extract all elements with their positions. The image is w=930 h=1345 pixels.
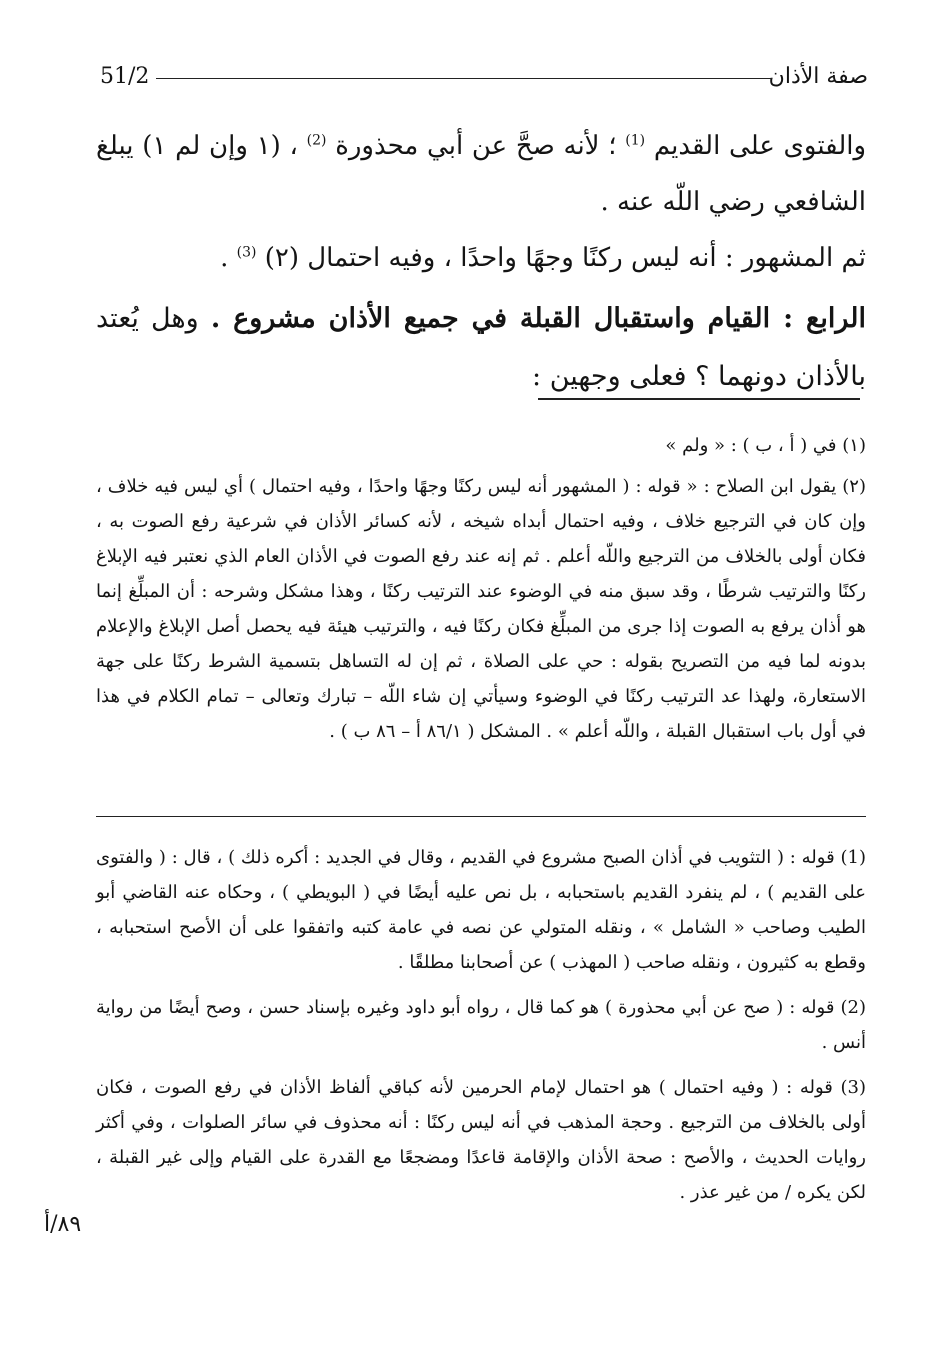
chapter-title: صفة الأذان xyxy=(768,64,868,89)
para1-middle: ؛ لأنه صحَّ عن أبي محذورة xyxy=(335,131,617,161)
para1-end: ، (١ وإن لم ١) يبلغ الشافعي رضي اللّه عنه . xyxy=(96,131,866,217)
para2-end: . xyxy=(220,243,229,273)
para3-text: وهل يُعتد بالأذان دونهما ؟ فعلى وجهين : xyxy=(96,303,866,392)
footnote-separator xyxy=(538,398,860,400)
running-header xyxy=(96,58,868,98)
commentary-note: (2) قوله : ( صح عن أبي محذورة ) هو كما قال ، رواه أبو داود وغيره بإسناد حسن ، وصح أيضًا من رواية أنس . xyxy=(96,997,866,1053)
variant-note: (١) في ( أ ، ب ) : « ولم » xyxy=(665,435,866,456)
footnote-ref-2: (2) xyxy=(306,132,327,149)
main-paragraph-2 xyxy=(96,230,866,286)
page-number: 51/2 xyxy=(100,64,150,89)
para2-text: ثم المشهور : أنه ليس ركنًا وجهًا واحدًا ، وفيه احتمال (٢) xyxy=(264,243,866,273)
main-text xyxy=(96,118,866,406)
commentary-footnotes xyxy=(96,840,866,1220)
main-paragraph-3 xyxy=(96,290,866,406)
para1-start: والفتوى على القديم xyxy=(653,131,867,161)
section-heading: الرابع : القيام واستقبال القبلة في جميع الأذان مشروع . xyxy=(210,303,866,334)
footnote-ref-3: (3) xyxy=(236,244,257,261)
variant-note: (٢) يقول ابن الصلاح : « قوله : ( المشهور أنه ليس ركنًا وجهًا واحدًا ، وفيه احتمال ) أي ليس فيه خلاف ، وإن كان في الترجيع خلاف ، وفيه احتمال أبداه شيخه ، لأنه كسائر الأذان في شرعية رفع الصوت به ، فكان أولى بالخلاف من الترجيع واللّه أعلم . ثم إنه عند رفع الصوت في الأذان العام الذي نعتبر فيه الإبلاغ ركنًا والترتيب شرطًا ، وقد سبق منه في الوضوء عند الترتيب ركنًا ، وهذا مشكل وشرحه : أن المبلِّغ إنما هو أذان يرفع به الصوت إذا جرى من المبلِّغ فكان ركنًا فيه ، والترتيب هيئة فيه يحصل أصل الإبلاغ والإعلام بدونه لما فيه من التصريح بقوله : حي على الصلاة ، ثم إن له التساهل بتسمية الشرط ركنًا على جهة الاستعارة، ولهذا عد الترتيب ركنًا في الوضوء وسيأتي إن شاء اللّه – تبارك وتعالى – تمام الكلام في هذا في أول باب استقبال القبلة ، واللّه أعلم » . المشكل ( ٨٦/١ أ – ٨٦ ب ) . xyxy=(96,476,866,742)
commentary-note: (1) قوله : ( التثويب في أذان الصبح مشروع في القديم ، وقال في الجديد : أكره ذلك ) ، قال : ( والفتوى على القديم ) ، لم ينفرد القديم باستحبابه ، بل نص عليه أيضًا في ( البويطي ) ، وحكاه عنه القاضي أبو الطيب وصاحب « الشامل » ، ونقله المتولي عن نصه في عامة كتبه واتفقوا على أن الأصح استحبابه ، وقطع به كثيرون ، ونقله صاحب ( المهذب ) عن أصحابنا مطلقًا . xyxy=(96,847,866,973)
variant-footnotes xyxy=(96,428,866,755)
footnote-ref-1: (1) xyxy=(625,132,646,149)
commentary-note: (3) قوله : ( وفيه احتمال ) هو احتمال لإمام الحرمين لأنه كباقي ألفاظ الأذان في رفع الصوت ، فكان أولى بالخلاف من الترجيع . وحجة المذهب في أنه ليس ركنًا : أنه محذوف في سائر الصلوات ، وفي أكثر روايات الحديث ، والأصح : صحة الأذان والإقامة قاعدًا ومضجعًا مع القدرة على القيام وإلى غير القبلة ، لكن يكره / من غير عذر . xyxy=(96,1077,866,1203)
manuscript-folio-mark: ٨٩/أ xyxy=(44,1212,82,1237)
header-rule xyxy=(156,78,772,79)
commentary-separator xyxy=(96,816,866,817)
main-paragraph-1 xyxy=(96,118,866,230)
